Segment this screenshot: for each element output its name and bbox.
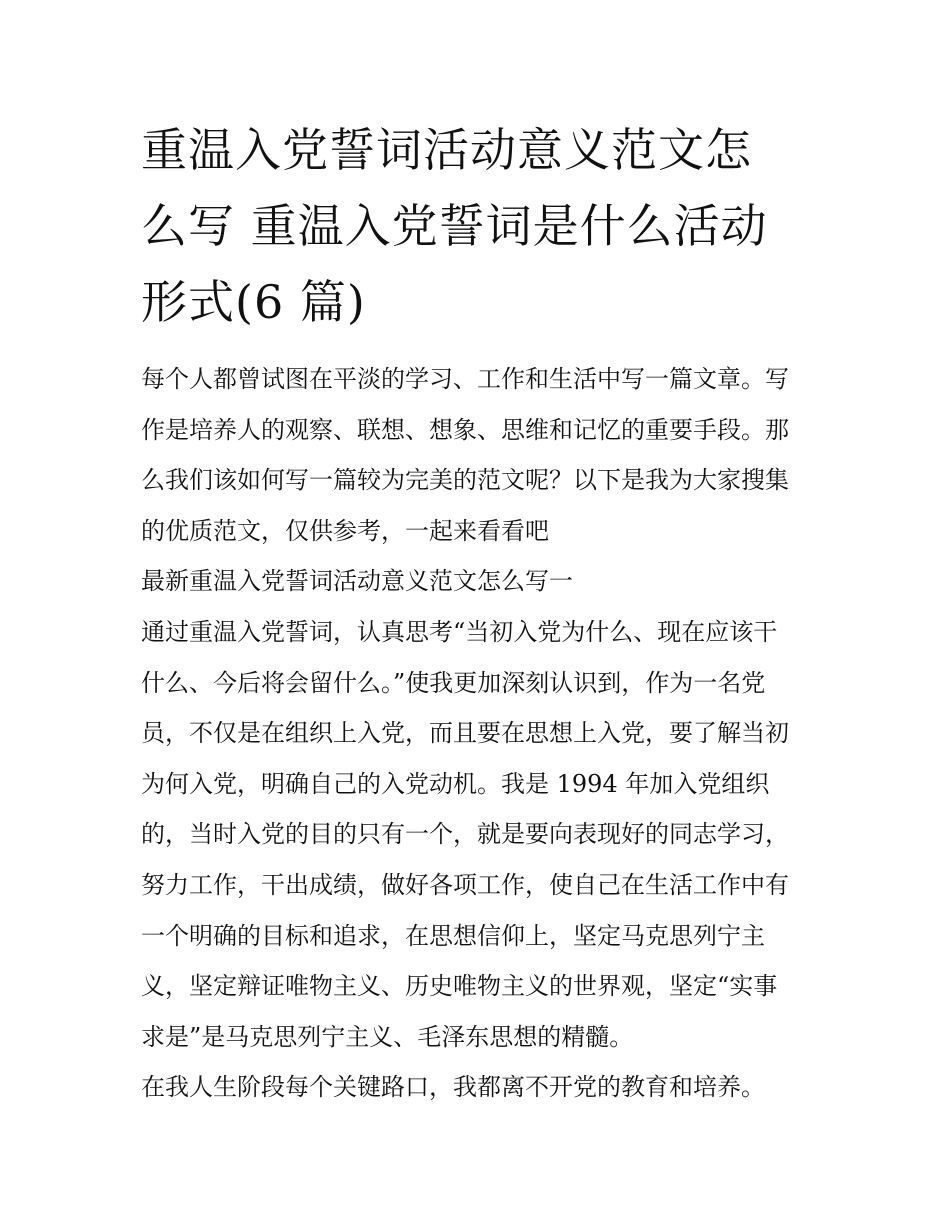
- title-line: 重温入党誓词活动意义范文怎: [141, 123, 752, 177]
- title-line: 形式(6 篇): [141, 275, 366, 329]
- body-line: 为何入党，明确自己的入党动机。我是 1994 年加入党组织: [141, 769, 770, 798]
- document-body: [141, 354, 821, 1113]
- body-line: 员，不仅是在组织上入党，而且要在思想上入党，要了解当初: [141, 719, 789, 748]
- section-heading: 最新重温入党誓词活动意义范文怎么写一: [141, 567, 573, 596]
- body-line: 努力工作，干出成绩，做好各项工作，使自己在生活工作中有: [141, 870, 789, 899]
- body-line: 每个人都曾试图在平淡的学习、工作和生活中写一篇文章。写: [141, 365, 789, 393]
- body-line: 在我人生阶段每个关键路口，我都离不开党的教育和培养。: [141, 1073, 765, 1102]
- body-line: 通过重温入党誓词，认真思考“当初入党为什么、现在应该干: [141, 617, 778, 646]
- body-line: 义，坚定辩证唯物主义、历史唯物主义的世界观，坚定“实事: [141, 972, 778, 1001]
- body-line: 一个明确的目标和追求，在思想信仰上，坚定马克思列宁主: [141, 921, 765, 950]
- body-line: 的，当时入党的目的只有一个，就是要向表现好的同志学习，: [141, 820, 789, 849]
- document-title: [141, 112, 821, 340]
- body-line: 作是培养人的观察、联想、想象、思维和记忆的重要手段。那: [141, 415, 789, 444]
- body-line: 什么、今后将会留什么。”使我更加深刻认识到，作为一名党: [141, 668, 766, 697]
- body-line: 么我们该如何写一篇较为完美的范文呢？以下是我为大家搜集: [141, 466, 789, 495]
- title-line: 么写 重温入党誓词是什么活动: [141, 199, 768, 253]
- body-line: 的优质范文，仅供参考，一起来看看吧: [141, 516, 549, 545]
- body-line: 求是”是马克思列宁主义、毛泽东思想的精髓。: [141, 1022, 634, 1051]
